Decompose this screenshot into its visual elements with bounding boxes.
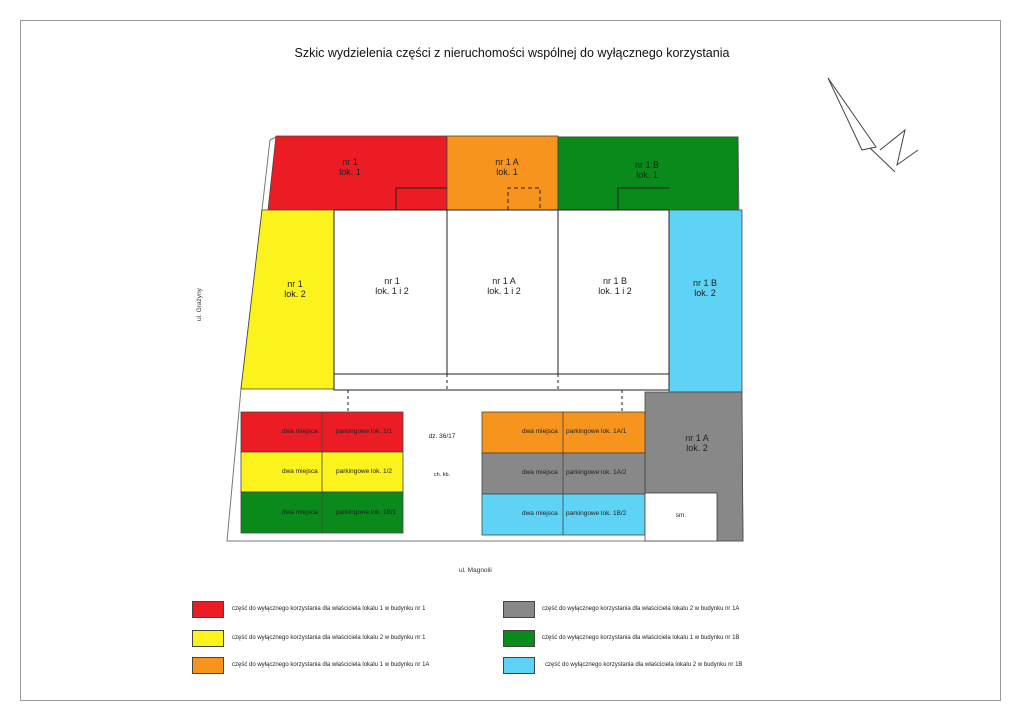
parking-left-2-a: dwa miejsca [282,468,318,475]
legend-text-2: część do wyłącznego korzystania dla właściciela lokalu 2 w budynku nr 1 [232,635,426,641]
parking-right-2-a: dwa miejsca [522,469,558,476]
legend-swatch-orange [192,657,224,674]
legend-swatch-red [192,601,224,618]
legend-swatch-gray [503,601,535,618]
label-nr1-lok2: nr 1 lok. 2 [284,279,306,300]
parking-left-1-a: dwa miejsca [282,428,318,435]
north-arrow-icon [828,78,918,172]
legend-text-5: część do wyłącznego korzystania dla właściciela lokalu 1 w budynku nr 1B [542,635,740,641]
parking-left-1-b: parkingowe lok. 1/1 [336,428,393,435]
path-label: ch. kb. [433,472,451,478]
parking-right-3-a: dwa miejsca [522,510,558,517]
parking-left-3-a: dwa miejsca [282,509,318,516]
legend-swatch-darkgreen [503,630,535,647]
parking-left-2-b: parkingowe lok. 1/2 [336,468,393,475]
label-building-nr1a: nr 1 A lok. 1 i 2 [487,276,521,297]
buildings [334,210,669,390]
label-building-nr1: nr 1 lok. 1 i 2 [375,276,409,297]
street-west-label: ul. Grażyny [196,288,203,321]
street-south-label: ul. Magnolii [459,567,492,574]
legend-swatch-yellow [192,630,224,647]
label-nr1b-lok1: nr 1 B lok. 1 [634,160,659,181]
parking-right-1-a: dwa miejsca [522,428,558,435]
label-nr1a-lok1: nr 1 A lok. 1 [495,157,519,178]
legend-text-4: część do wyłącznego korzystania dla właściciela lokalu 2 w budynku nr 1A [542,606,740,612]
trash-label: sm. [675,512,687,519]
area-nr1b-lok2 [669,210,742,392]
legend-text-3: część do wyłącznego korzystania dla właściciela lokalu 1 w budynku nr 1A [232,662,430,668]
plot-number-label: dz. 36/17 [428,433,456,440]
legend-text-6: część do wyłącznego korzystania dla właściciela lokalu 2 w budynku nr 1B [545,662,743,668]
label-nr1b-lok2: nr 1 B lok. 2 [692,278,717,299]
legend-swatch-lightblue [503,657,535,674]
parking-left-3-b: parkingowe lok. 1B/1 [336,509,397,516]
parking-right-3-b: parkingowe lok. 1B/2 [566,510,627,517]
label-nr1a-lok2: nr 1 A lok. 2 [685,433,709,454]
parking-right-1-b: parkingowe lok. 1A/1 [566,428,627,435]
legend-text-1: część do wyłącznego korzystania dla właściciela lokalu 1 w budynku nr 1 [232,606,426,612]
label-building-nr1b: nr 1 B lok. 1 i 2 [598,276,632,297]
parking-right-2-b: parkingowe lok. 1A/2 [566,469,627,476]
drawing-title: Szkic wydzielenia części z nieruchomości wspólnej do wyłącznego korzystania [294,46,730,60]
label-nr1-lok1: nr 1 lok. 1 [339,157,361,178]
